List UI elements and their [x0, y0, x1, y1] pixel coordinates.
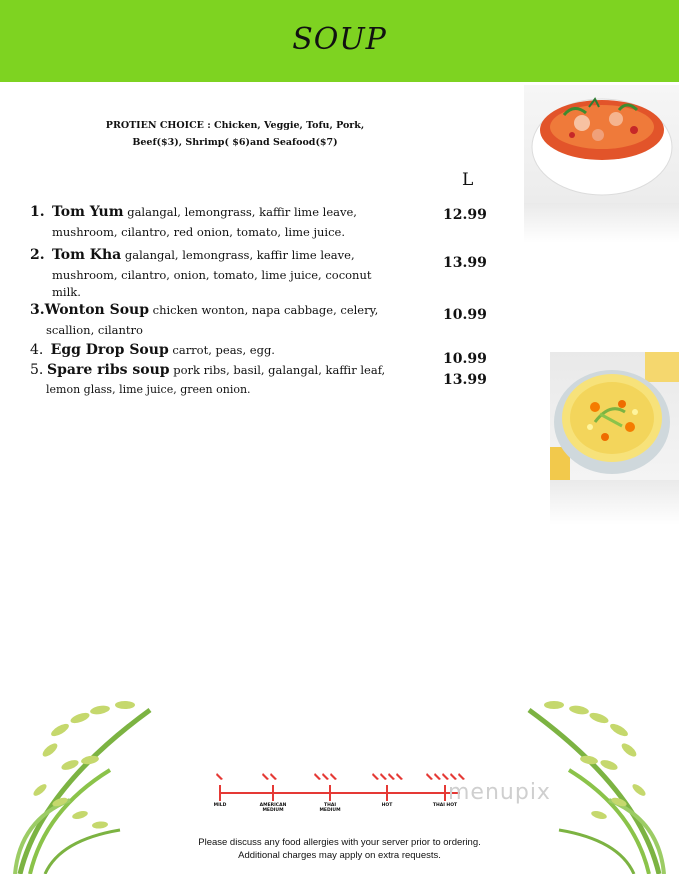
- tom-yum-photo: [524, 85, 679, 203]
- item-desc-cont: scallion, cilantro: [46, 323, 143, 337]
- menu-item-tom-kha: [30, 245, 372, 302]
- item-number: 3.: [30, 302, 45, 318]
- egg-drop-soup-photo-reflection: [550, 480, 679, 525]
- egg-drop-soup-photo: [550, 352, 679, 480]
- item-number: 4.: [30, 342, 44, 358]
- allergy-notice: [0, 836, 679, 862]
- spice-label-mild: MILD: [213, 803, 227, 808]
- item-price: 10.99: [443, 307, 487, 323]
- item-name: Tom Yum: [51, 204, 124, 220]
- menu-item-tom-yum: [30, 202, 357, 242]
- page-title: SOUP: [292, 22, 387, 57]
- item-desc: chicken wonton, napa cabbage, celery,: [152, 303, 379, 317]
- item-price: 12.99: [443, 207, 487, 223]
- watermark: menupix: [448, 780, 551, 805]
- item-desc-cont: lemon glass, lime juice, green onion.: [46, 383, 251, 396]
- protein-line-2: Beef($3), Shrimp( $6)and Seafood($7): [132, 137, 338, 148]
- menu-item-spare-ribs-soup: [30, 360, 385, 400]
- item-desc-cont: milk.: [52, 285, 81, 299]
- footer-line-2: Additional charges may apply on extra requests.: [238, 850, 441, 861]
- tom-yum-photo-reflection: [524, 203, 679, 243]
- menu-item-wonton-soup: [30, 300, 378, 340]
- header-bar: [0, 0, 679, 82]
- spice-label-hot: HOT: [381, 803, 393, 808]
- item-desc: carrot, peas, egg.: [172, 343, 275, 357]
- item-number: 1.: [30, 204, 45, 220]
- spice-label-american-medium: AMERICAN MEDIUM: [259, 803, 287, 813]
- footer-line-1: Please discuss any food allergies with your server prior to ordering.: [198, 837, 481, 848]
- item-desc: pork ribs, basil, galangal, kaffir leaf,: [173, 363, 386, 377]
- size-header: L: [462, 170, 474, 190]
- item-desc: galangal, lemongrass, kaffir lime leave,: [127, 205, 357, 219]
- spice-label-thai-medium: THAI MEDIUM: [319, 803, 341, 813]
- spice-label-thai-hot: THAI HOT: [432, 803, 458, 808]
- item-number: 2.: [30, 247, 45, 263]
- item-name: Tom Kha: [51, 247, 122, 263]
- item-number: 5.: [30, 362, 44, 378]
- item-price: 13.99: [443, 372, 487, 388]
- item-price: 10.99: [443, 351, 487, 367]
- menu-item-egg-drop-soup: [30, 340, 275, 360]
- item-desc-cont: mushroom, cilantro, red onion, tomato, lime juice.: [52, 225, 345, 239]
- item-desc-cont: mushroom, cilantro, onion, tomato, lime juice, coconut: [52, 268, 372, 282]
- protein-line-1: PROTIEN CHOICE : Chicken, Veggie, Tofu, Pork,: [105, 120, 365, 131]
- item-price: 13.99: [443, 255, 487, 271]
- item-name: Spare ribs soup: [47, 362, 170, 378]
- protein-choice: [100, 117, 370, 151]
- item-desc: galangal, lemongrass, kaffir lime leave,: [124, 248, 355, 262]
- item-name: Egg Drop Soup: [50, 342, 169, 358]
- spice-level-scale: [205, 765, 475, 825]
- item-name: Wonton Soup: [44, 302, 149, 318]
